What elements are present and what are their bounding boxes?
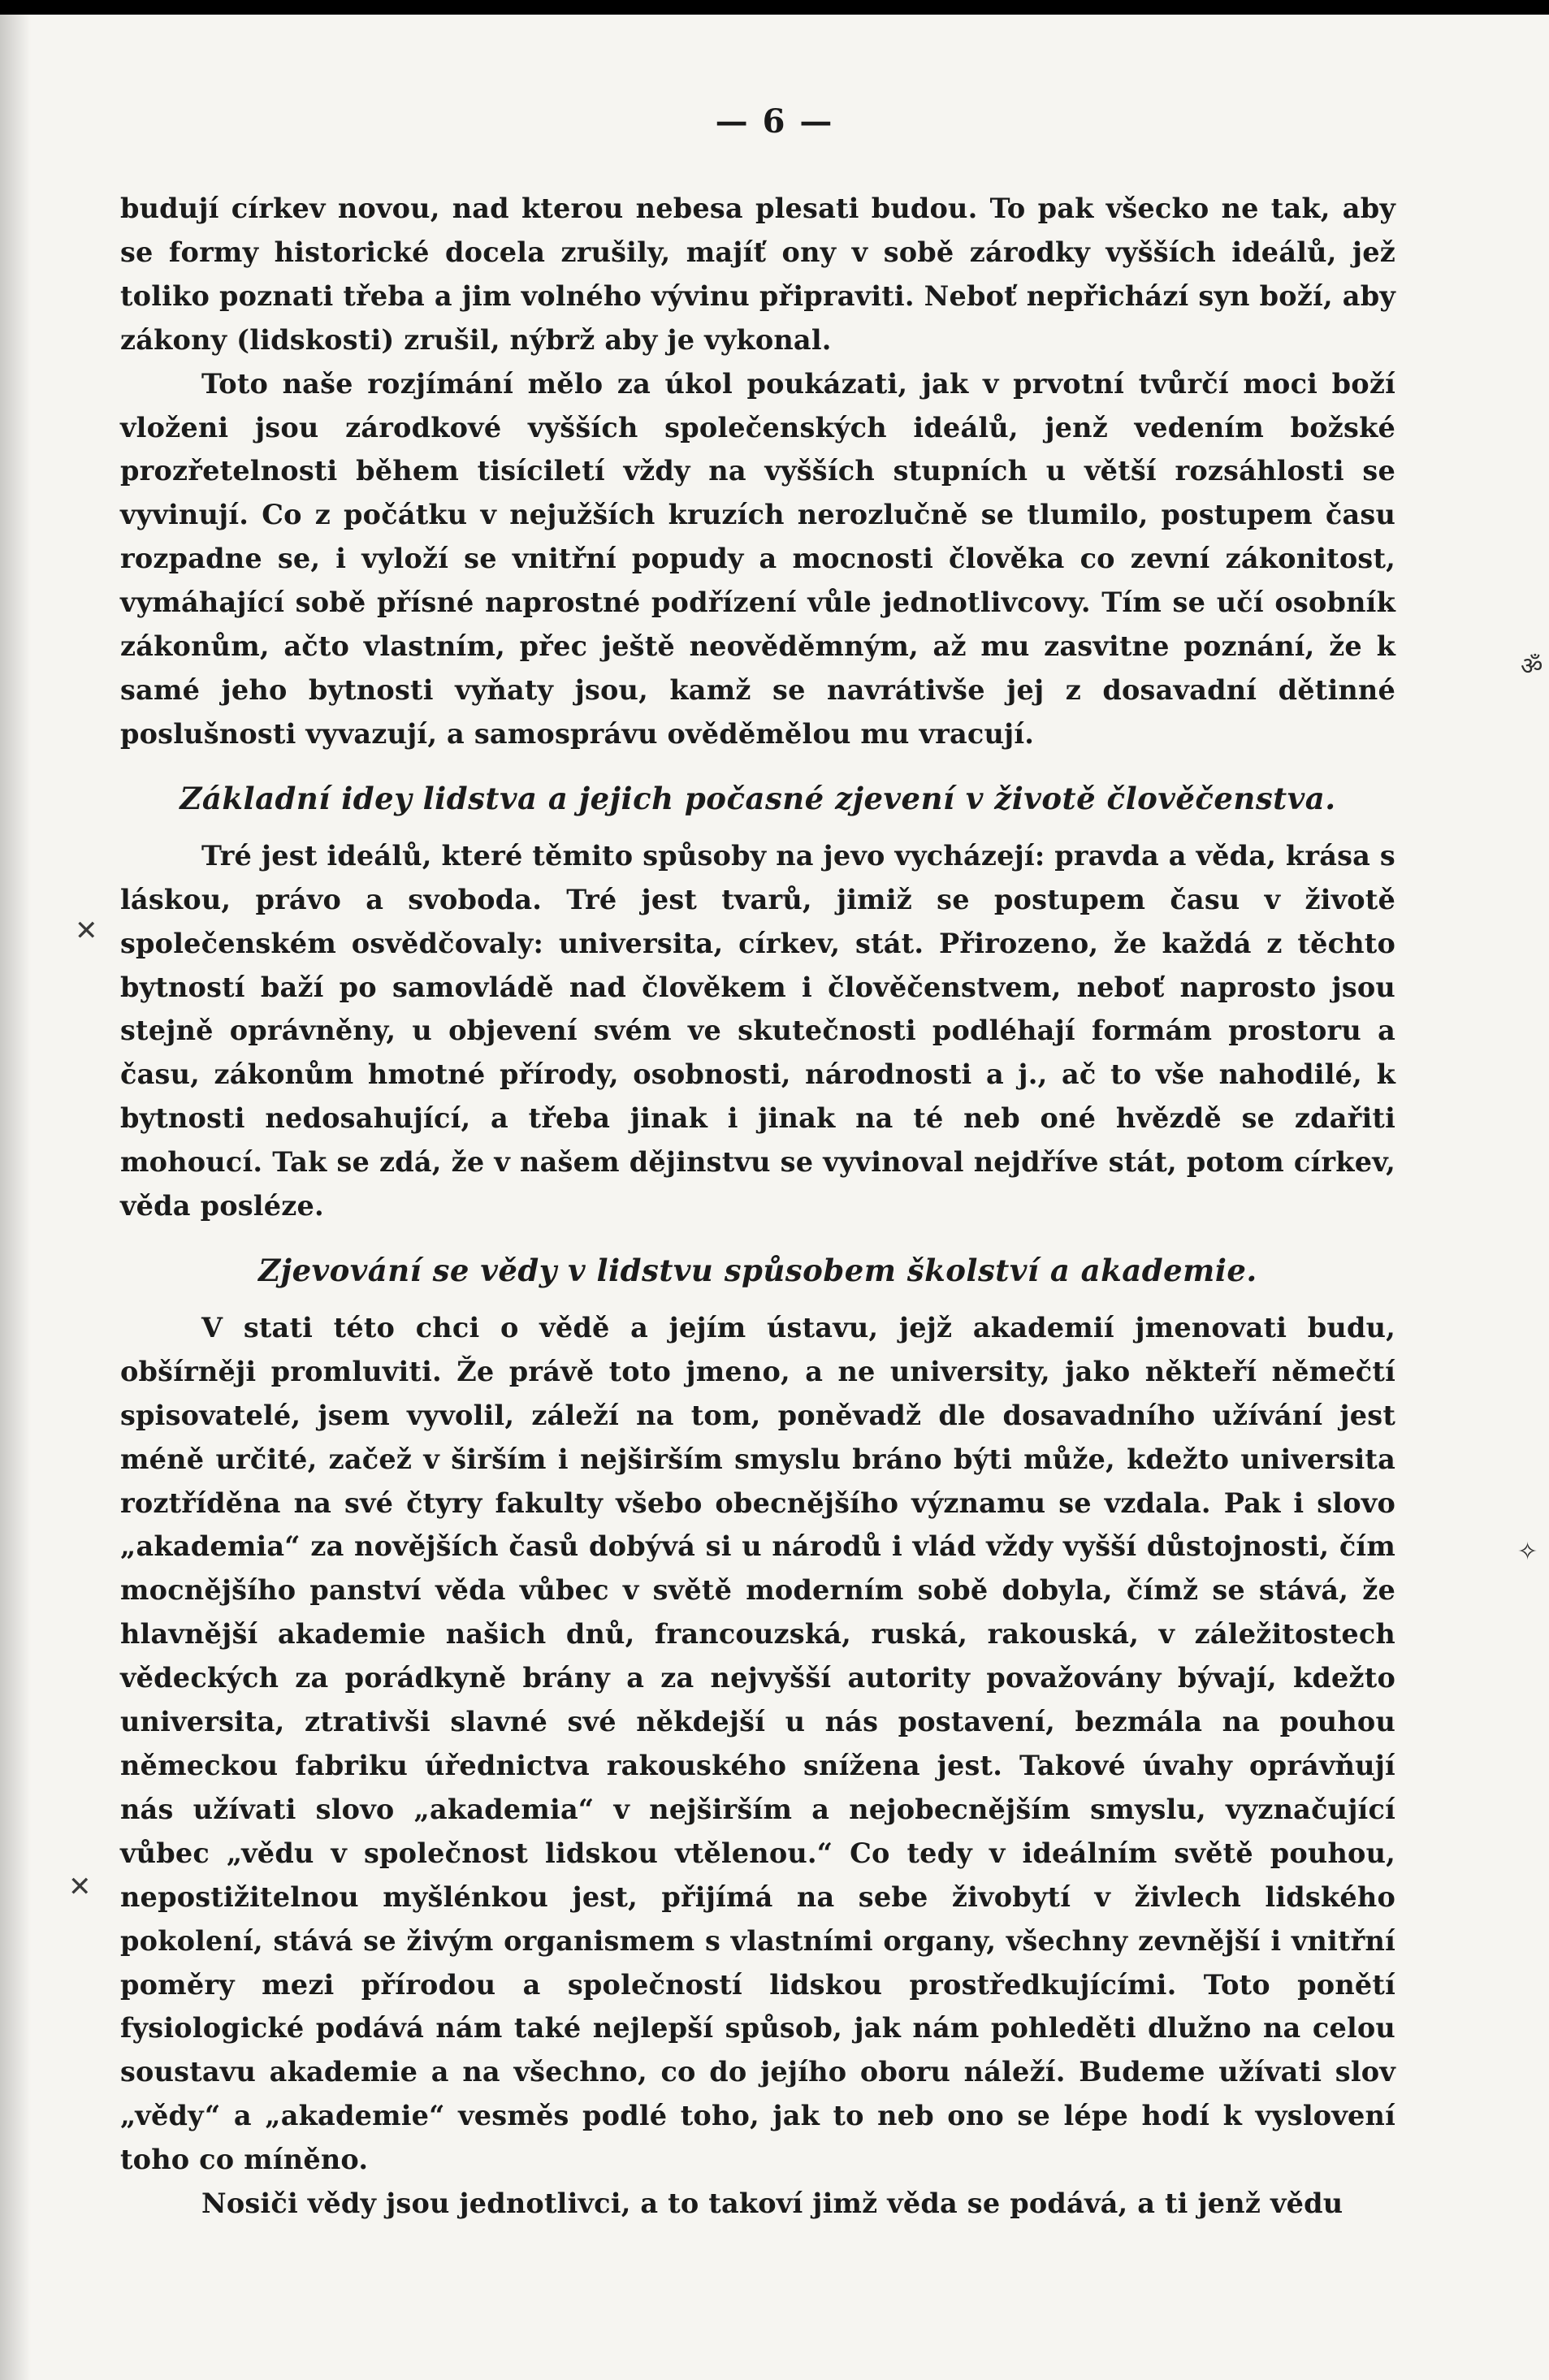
paragraph-3: Tré jest ideálů, které těmito spůsoby na jevo vycházejí: pravda a věda, krása s láskou, právo a svoboda. Tré jest tvarů, jimiž se postupem času v životě společenském osvědčovaly: universita, církev, stát. Přirozeno, že každá z těchto bytností baží po samovládě nad člověkem i člověčenstvem, neboť naprosto jsou stejně oprávněny, u objevení svém ve skutečnosti podléhají formám prostoru a času, zákonům hmotné přírody, osobnosti, národnosti a j., ač to vše nahodilé, k bytnosti nedosahující, a třeba jinak i jinak na té neb oné hvězdě se zdařiti mohoucí. Tak se zdá, že v našem dějinstvu se vyvinoval nejdříve stát, potom církev, věda posléze. xyxy=(120,839,1395,1222)
paragraph-2: Toto naše rozjímání mělo za úkol poukázati, jak v prvotní tvůrčí moci boží vloženi jsou zárodkové vyšších společenských ideálů, jenž vedením božské prozřetelnosti během tisíciletí vždy na vyšších stupních u větší rozsáhlosti se vyvinují. Co z počátku v nejužších kruzích nerozlučně se tlumilo, postupem času rozpadne se, i vyloží se vnitřní popudy a mocnosti člověka co zevní zákonitost, vymáhající sobě přísné naprostné podřízení vůle jednotlivcovy. Tím se učí osobník zákonům, ačto vlastním, přec ještě neověděmným, až mu zasvitne poznání, že k samé jeho bytnosti vyňaty jsou, kamž se navrátivše jej z dosavadní dětinné poslušnosti vyvazují, a samosprávu ověděmělou mu vracují. xyxy=(120,367,1395,750)
page-body xyxy=(120,187,1395,2226)
margin-smudge-icon: ॐ xyxy=(1521,652,1543,681)
paragraph-4: V stati této chci o vědě a jejím ústavu, jejž akademií jmenovati budu, obšírněji promluviti. Že právě toto jmeno, a ne university, jako někteří němečtí spisovatelé, jsem vyvolil, záleží na tom, poněvadž dle dosavadního užívání jest méně určité, začež v širším i nejširším smyslu bráno býti může, kdežto universita roztříděna na své čtyry fakulty všebo obecnějšího významu se vzdala. Pak i slovo „akademia“ za novějších časů dobývá si u národů i vlád vždy vyšší důstojnosti, čím mocnějšího panství věda vůbec v světě moderním sobě dobyla, čímž se stává, že hlavnější akademie našich dnů, francouzská, ruská, rakouská, v záležitostech vědeckých za porádkyně brány a za nejvyšší autority považovány bývají, kdežto universita, ztrativši slavné své někdejší u nás postavení, bezmála na pouhou německou fabriku úřednictva rakouského snížena jest. Takové úvahy oprávňují nás užívati slovo „akademia“ v nejširším a nejobecnějším smyslu, vyznačující vůbec „vědu v společnost lidskou vtělenou.“ Co tedy v ideálním světě pouhou, nepostižitelnou myšlénkou jest, přijímá na sebe živobytí v živlech lidského pokolení, stává se živým organismem s vlastními organy, všechny zevnější i vnitřní poměry mezi přírodou a společností lidskou prostředkujícími. Toto ponětí fysiologické podává nám také nejlepší spůsob, jak nám pohleděti dlužno na celou soustavu akademie a na všechno, co do jejího oboru náleží. Budeme užívati slov „vědy“ a „akademie“ vesměs podlé toho, jak to neb ono se lépe hodí k vyslovení toho co míněno. xyxy=(120,1311,1395,2176)
margin-x-mark-icon: ✕ xyxy=(75,915,98,947)
paragraph-1: budují církev novou, nad kterou nebesa plesati budou. To pak všecko ne tak, aby se formy historické docela zrušily, majíť ony v sobě zárodky vyšších ideálů, jež toliko poznati třeba a jim volného vývinu připraviti. Neboť nepřichází syn boží, aby zákony (lidskosti) zrušil, nýbrž aby je vykonal. xyxy=(120,193,1395,356)
page-number: — 6 — xyxy=(715,102,834,141)
section-heading-2: Zjevování se vědy v lidstvu spůsobem školství a akademie. xyxy=(258,1252,1257,1288)
margin-x-mark-icon: ✕ xyxy=(68,1871,92,1903)
section-heading-1: Základní idey lidstva a jejich počasné zjevení v životě člověčenstva. xyxy=(180,780,1336,816)
scanned-page xyxy=(0,15,1549,2380)
paragraph-5: Nosiči vědy jsou jednotlivci, a to takoví jimž věda se podává, a ti jenž vědu xyxy=(201,2187,1343,2220)
margin-smudge-icon: ✧ xyxy=(1517,1538,1538,1566)
